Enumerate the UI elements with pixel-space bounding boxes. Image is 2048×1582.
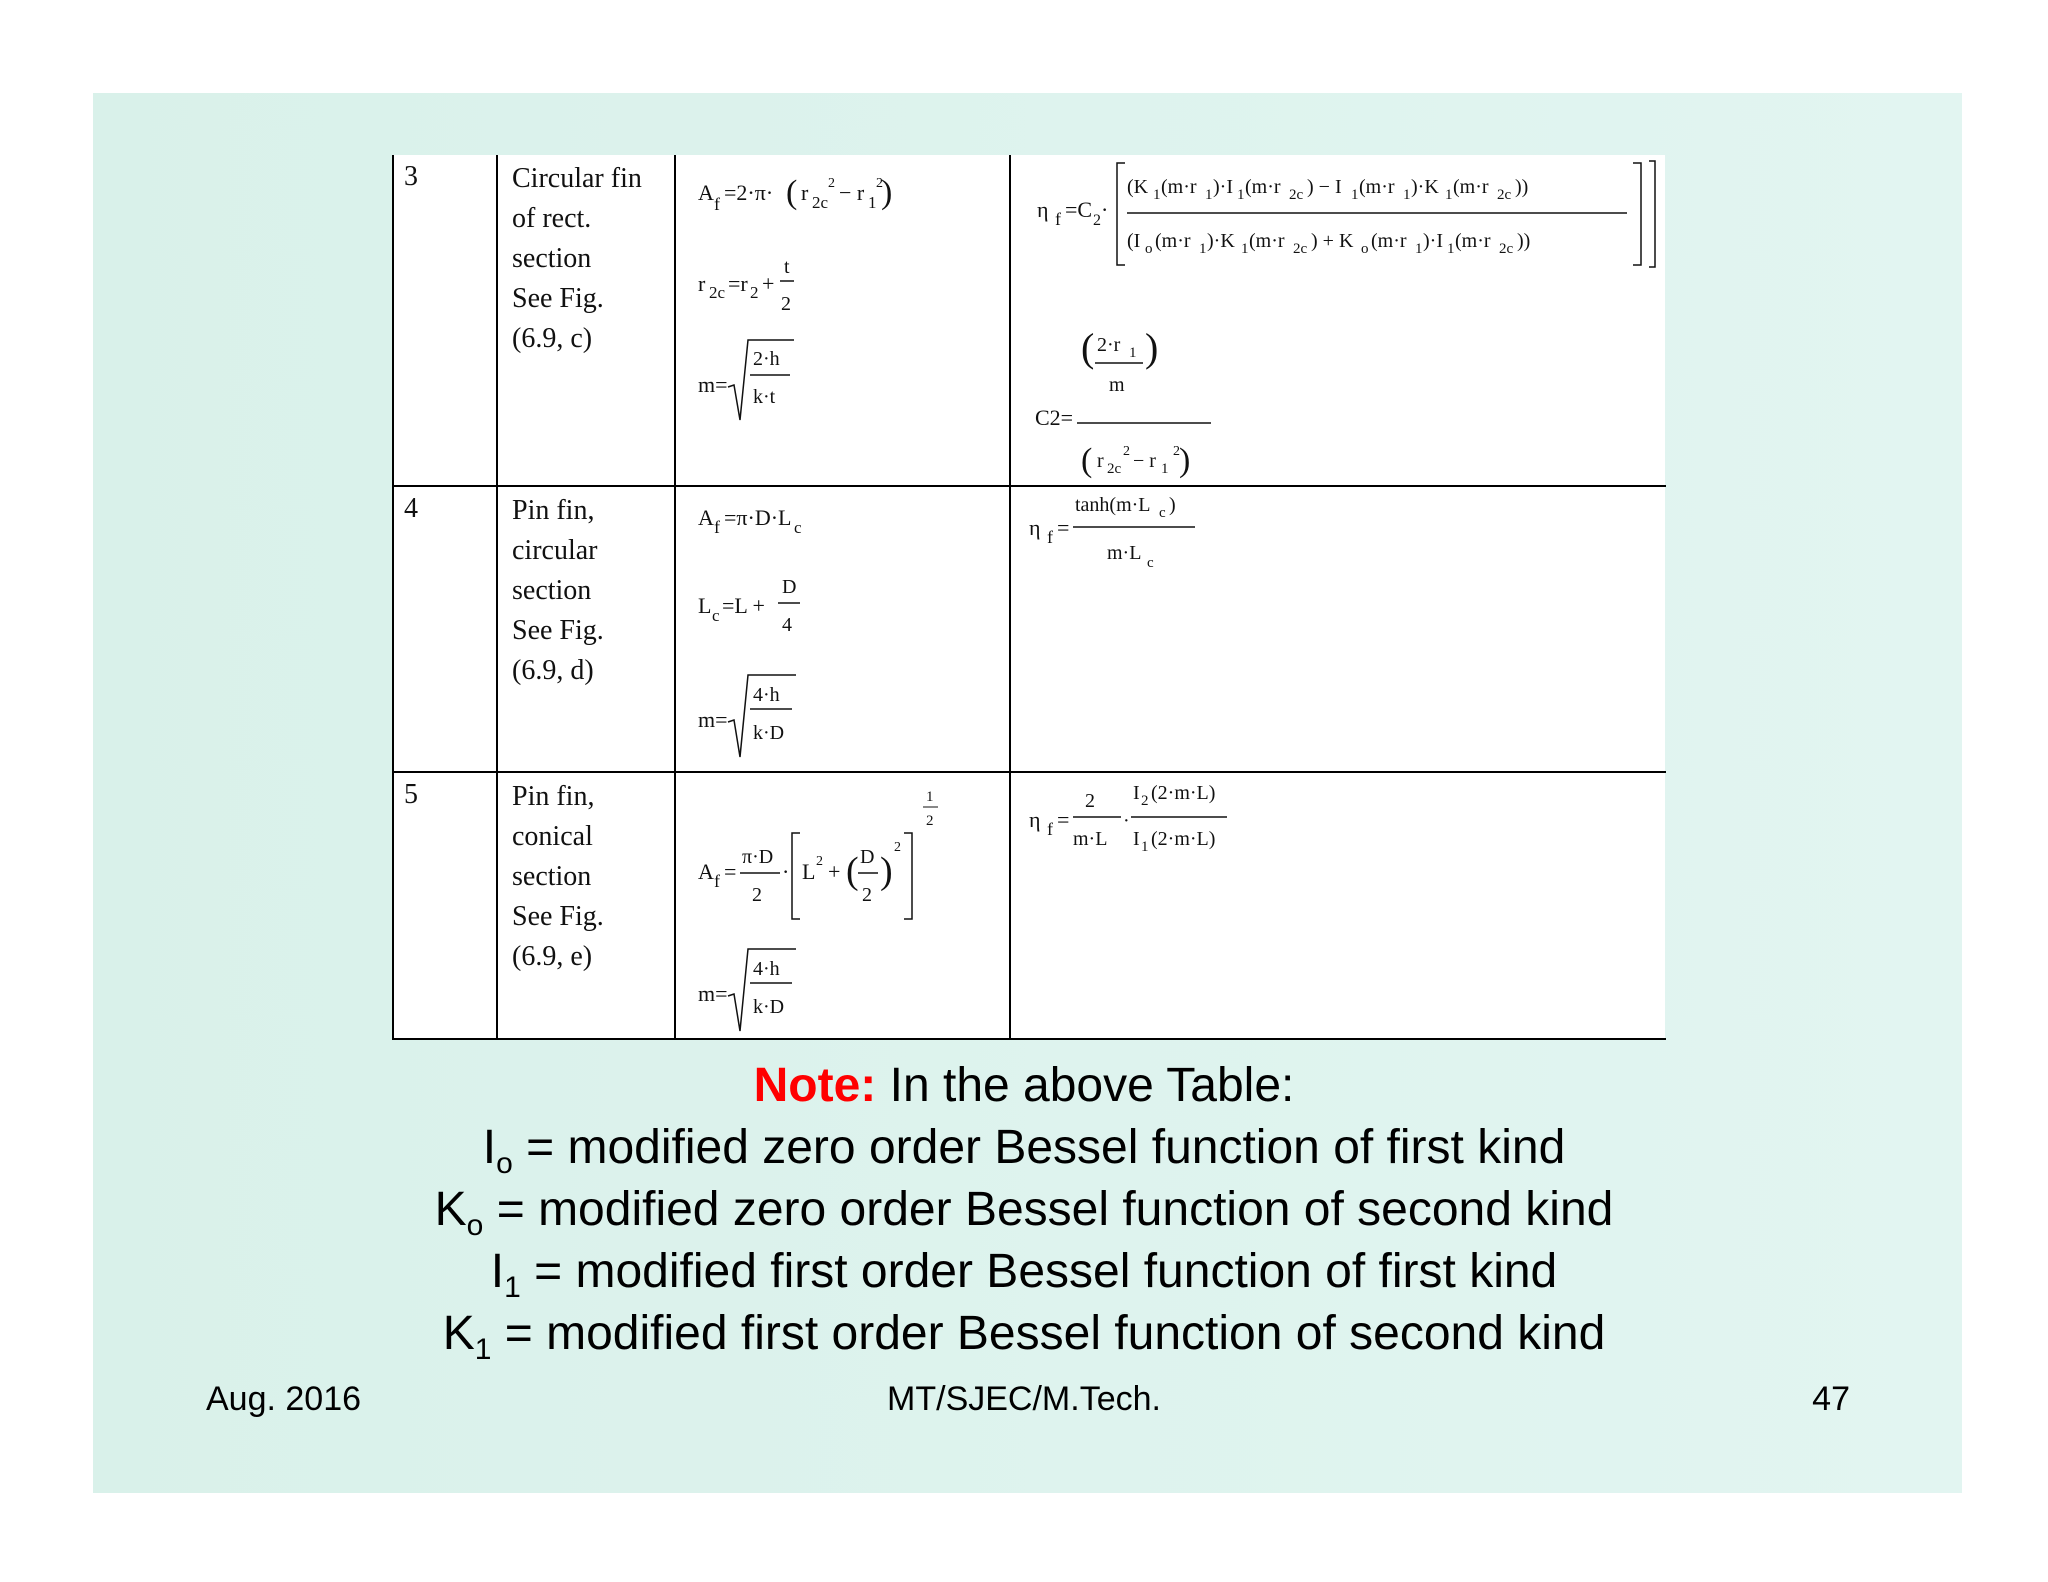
svg-text:)·I: )·I [1213, 176, 1233, 198]
svg-text:1: 1 [1447, 241, 1455, 257]
svg-text:2: 2 [876, 176, 883, 191]
svg-text:η: η [1037, 197, 1049, 222]
svg-text:): ) [1145, 325, 1159, 370]
svg-text:f: f [714, 194, 720, 214]
desc-line: of rect. [512, 203, 592, 234]
desc-line: (6.9, c) [512, 323, 593, 354]
svg-text:f: f [714, 517, 720, 537]
svg-text:r: r [801, 180, 809, 205]
svg-text:A: A [698, 505, 714, 530]
svg-text:)): )) [1517, 230, 1531, 252]
svg-text:1: 1 [1445, 187, 1453, 203]
svg-text:4·h: 4·h [753, 684, 780, 706]
svg-text:1: 1 [868, 193, 877, 212]
svg-text:m=: m= [698, 372, 728, 397]
svg-text:(: ( [846, 850, 859, 892]
svg-text:=C: =C [1065, 197, 1093, 222]
svg-text:2: 2 [1141, 793, 1149, 809]
svg-text:=: = [1057, 515, 1070, 540]
svg-text:(I: (I [1127, 230, 1141, 252]
desc-line: (6.9, d) [512, 655, 594, 686]
row4-efficiency-equation [1011, 487, 1665, 770]
svg-text:1: 1 [1351, 187, 1359, 203]
desc-line: Pin fin, [512, 781, 595, 812]
svg-text:D: D [782, 576, 797, 598]
svg-text:+: + [762, 271, 775, 296]
svg-text:): ) [1169, 494, 1176, 516]
svg-text:1: 1 [1161, 461, 1169, 477]
svg-text:m: m [1109, 374, 1125, 396]
svg-text:1: 1 [1205, 187, 1213, 203]
row-number: 5 [393, 772, 497, 1039]
efficiency-formula-cell [1010, 772, 1666, 1039]
svg-text:(m·r: (m·r [1155, 230, 1191, 252]
svg-text:η: η [1029, 807, 1041, 832]
svg-text:A: A [698, 180, 714, 205]
svg-text:(2·m·L): (2·m·L) [1151, 828, 1216, 850]
svg-text:·: · [1101, 197, 1109, 222]
svg-text:2: 2 [1173, 444, 1180, 459]
svg-text:2c: 2c [1293, 241, 1308, 257]
desc-line: See Fig. [512, 283, 604, 314]
svg-text:m·L: m·L [1107, 542, 1142, 564]
svg-text:C2=: C2= [1035, 405, 1074, 430]
desc-line: See Fig. [512, 901, 604, 932]
svg-text:1: 1 [1237, 187, 1245, 203]
svg-text:f: f [1055, 209, 1061, 229]
svg-text:π·D: π·D [742, 846, 774, 868]
svg-text:+: + [828, 859, 841, 884]
svg-text:r: r [1097, 450, 1104, 472]
area-formula-cell [675, 155, 1010, 486]
svg-text:r: r [698, 271, 706, 296]
svg-text:A: A [698, 859, 714, 884]
svg-text:): ) [880, 850, 893, 892]
svg-text:2·h: 2·h [753, 348, 780, 370]
svg-text:f: f [1047, 819, 1053, 839]
svg-text:m·L: m·L [1073, 828, 1108, 850]
svg-text:(: ( [786, 174, 798, 211]
definition-line: $K_1$ = modified first order Bessel function of second kind [442, 1307, 1606, 1366]
svg-text:2: 2 [750, 283, 759, 302]
svg-text:(m·r: (m·r [1453, 176, 1489, 198]
svg-text:I: I [1133, 828, 1140, 850]
svg-text:4·h: 4·h [753, 958, 780, 980]
svg-text:=2·π·: =2·π· [724, 180, 774, 205]
fin-formula-table [392, 155, 1665, 1039]
svg-text:=π·D·L: =π·D·L [724, 505, 792, 530]
svg-text:I: I [1133, 782, 1140, 804]
svg-text:1: 1 [1129, 345, 1137, 361]
svg-text:(m·r: (m·r [1371, 230, 1407, 252]
table-row [393, 772, 1666, 1039]
svg-text:c: c [794, 518, 802, 537]
svg-text:=: = [1057, 807, 1070, 832]
svg-text:o: o [1361, 241, 1369, 257]
svg-text:1: 1 [1153, 187, 1161, 203]
fin-description [497, 772, 675, 1039]
svg-text:)·K: )·K [1207, 230, 1235, 252]
desc-line: section [512, 861, 592, 892]
svg-text:tanh(m·L: tanh(m·L [1075, 494, 1151, 516]
svg-text:2: 2 [828, 176, 835, 191]
svg-text:(m·r: (m·r [1161, 176, 1197, 198]
area-formula-cell [675, 772, 1010, 1039]
svg-text:1: 1 [1199, 241, 1207, 257]
svg-text:1: 1 [1241, 241, 1249, 257]
svg-text:c: c [712, 606, 720, 625]
svg-text:f: f [1047, 527, 1053, 547]
footer-page-number: 47 [1812, 1380, 1850, 1418]
efficiency-formula-cell [1010, 486, 1666, 772]
row5-area-equations [676, 773, 1009, 1037]
svg-text:) − I: ) − I [1307, 176, 1342, 198]
svg-text:(m·r: (m·r [1359, 176, 1395, 198]
svg-text:2c: 2c [1107, 461, 1122, 477]
desc-line: circular [512, 535, 598, 566]
definition-line: $I_1$ = modified first order Bessel function of first kind [490, 1245, 1558, 1304]
svg-text:k·D: k·D [753, 996, 785, 1018]
svg-text:2·r: 2·r [1097, 334, 1121, 356]
fin-description [497, 486, 675, 772]
table-row [393, 155, 1666, 486]
desc-line: Circular fin [512, 163, 642, 194]
desc-line: conical [512, 821, 593, 852]
svg-text:(m·r: (m·r [1249, 230, 1285, 252]
svg-text:(m·r: (m·r [1245, 176, 1281, 198]
svg-text:c: c [1159, 505, 1166, 521]
svg-text:)): )) [1515, 176, 1529, 198]
svg-text:η: η [1029, 515, 1041, 540]
svg-text:− r: − r [1133, 450, 1156, 472]
definition-line: $I_o$ = modified zero order Bessel function of first kind [482, 1121, 1566, 1180]
svg-text:=: = [724, 859, 737, 884]
svg-text:): ) [1179, 442, 1191, 479]
efficiency-formula-cell [1010, 155, 1666, 486]
svg-text:2: 2 [1093, 212, 1101, 229]
svg-text:(m·r: (m·r [1455, 230, 1491, 252]
svg-text:2c: 2c [1499, 241, 1514, 257]
svg-text:m=: m= [698, 981, 728, 1006]
note-intro: In the above Table: [889, 1059, 1295, 1112]
desc-line: section [512, 243, 592, 274]
svg-text:(: ( [1081, 325, 1095, 370]
footer-date: Aug. 2016 [206, 1380, 362, 1418]
svg-text:k·D: k·D [753, 722, 785, 744]
svg-text:1: 1 [1415, 241, 1423, 257]
svg-text:2: 2 [1085, 790, 1095, 812]
note-block [0, 1055, 2048, 1365]
row5-efficiency-equation [1011, 773, 1665, 1037]
desc-line: (6.9, e) [512, 941, 593, 972]
svg-text:L: L [802, 859, 816, 884]
desc-line: section [512, 575, 592, 606]
svg-text:m=: m= [698, 707, 728, 732]
svg-text:)·K: )·K [1411, 176, 1439, 198]
svg-text:·: · [782, 859, 790, 884]
svg-text:1: 1 [1141, 839, 1149, 855]
note-heading [0, 1055, 2048, 1117]
fin-description [497, 155, 675, 486]
svg-text:2: 2 [862, 884, 872, 906]
svg-text:(2·m·L): (2·m·L) [1151, 782, 1216, 804]
svg-text:4: 4 [782, 614, 792, 636]
svg-text:c: c [1147, 555, 1154, 571]
svg-text:D: D [860, 846, 875, 868]
row3-efficiency-equation [1011, 155, 1665, 483]
svg-text:) + K: ) + K [1311, 230, 1354, 252]
svg-text:=L +: =L + [722, 593, 765, 618]
svg-text:1: 1 [1403, 187, 1411, 203]
svg-text:(: ( [1081, 442, 1093, 479]
svg-text:2c: 2c [812, 193, 829, 212]
svg-text:=r: =r [728, 271, 748, 296]
note-label: Note: [753, 1059, 877, 1112]
svg-text:2: 2 [781, 293, 791, 315]
svg-text:): ) [881, 174, 893, 211]
row-number: 3 [393, 155, 497, 486]
svg-text:2c: 2c [1289, 187, 1304, 203]
svg-text:− r: − r [839, 180, 865, 205]
svg-text:o: o [1145, 241, 1153, 257]
table-row [393, 486, 1666, 772]
row3-area-equations [676, 155, 1009, 483]
footer-course: MT/SJEC/M.Tech. [887, 1380, 1161, 1418]
svg-text:2: 2 [1123, 444, 1130, 459]
svg-text:1: 1 [926, 789, 934, 805]
svg-text:2: 2 [926, 813, 934, 829]
svg-text:2c: 2c [709, 283, 726, 302]
desc-line: Pin fin, [512, 495, 595, 526]
svg-text:f: f [714, 871, 720, 891]
area-formula-cell [675, 486, 1010, 772]
svg-text:t: t [784, 256, 790, 278]
definition-line: $K_o$ = modified zero order Bessel function of second kind [434, 1183, 1614, 1242]
svg-text:2: 2 [816, 854, 823, 869]
svg-text:2: 2 [894, 840, 901, 855]
svg-text:·: · [1123, 810, 1130, 832]
desc-line: See Fig. [512, 615, 604, 646]
row-number: 4 [393, 486, 497, 772]
svg-text:(K: (K [1127, 176, 1149, 198]
svg-text:2c: 2c [1497, 187, 1512, 203]
svg-text:2: 2 [752, 884, 762, 906]
svg-text:L: L [698, 593, 712, 618]
svg-text:k·t: k·t [753, 386, 776, 408]
svg-text:)·I: )·I [1423, 230, 1443, 252]
row4-area-equations [676, 487, 1009, 770]
